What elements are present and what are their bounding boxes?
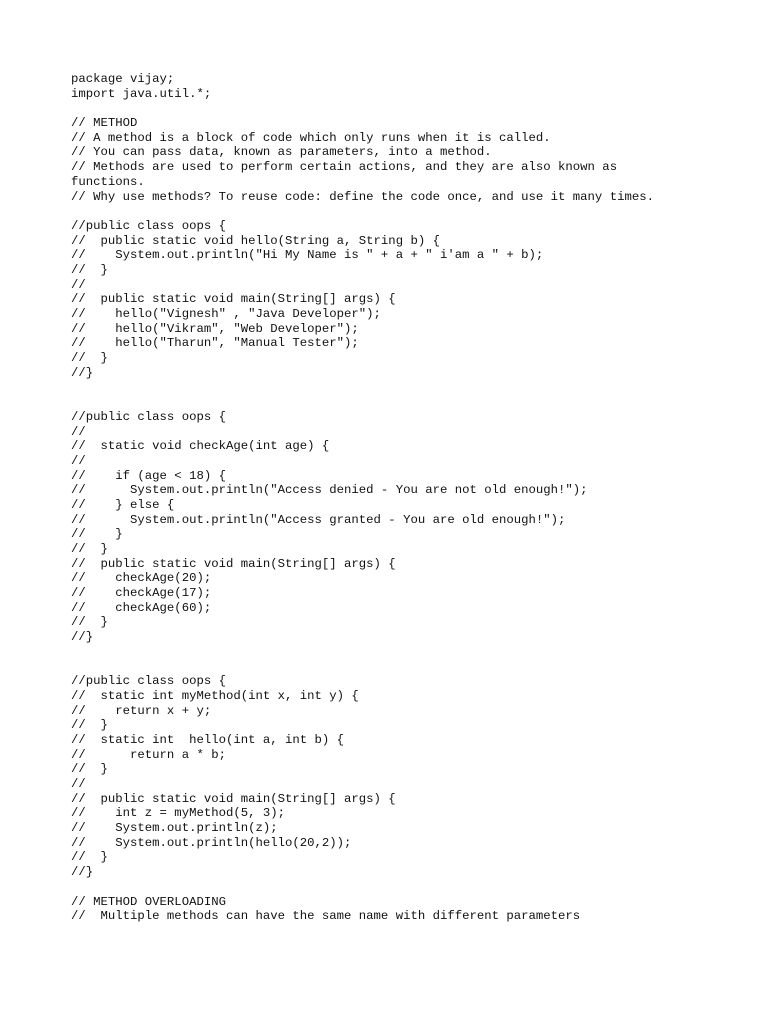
code-line: // System.out.println(z); — [71, 821, 278, 836]
code-line: // — [71, 453, 86, 468]
code-line: // return x + y; — [71, 703, 212, 718]
code-line: // public static void main(String[] args) { — [71, 292, 396, 307]
code-line: package vijay; — [71, 72, 175, 86]
code-line: // hello("Tharun", "Manual Tester"); — [71, 336, 359, 351]
code-line: // METHOD OVERLOADING — [71, 894, 226, 909]
code-line: // } — [71, 615, 108, 630]
code-line — [71, 101, 711, 116]
code-line: // static int myMethod(int x, int y) { — [71, 688, 359, 703]
code-line: // } — [71, 762, 108, 777]
code-line — [71, 204, 711, 219]
code-line — [71, 380, 711, 395]
code-line — [71, 395, 711, 410]
code-line — [71, 660, 711, 675]
code-line: // } — [71, 718, 108, 733]
code-line: // You can pass data, known as parameters, into a method. — [71, 145, 492, 160]
code-line: //} — [71, 865, 94, 880]
code-line: // return a * b; — [71, 747, 226, 762]
code-line: //public class oops { — [71, 218, 226, 233]
code-line: // System.out.println("Access denied - You are not old enough!"); — [71, 483, 588, 498]
code-line: // Methods are used to perform certain actions, and they are also known as — [71, 160, 618, 175]
code-line — [71, 880, 711, 895]
code-line: // if (age < 18) { — [71, 468, 226, 483]
code-line: // public static void main(String[] args) { — [71, 556, 396, 571]
code-line: // static int hello(int a, int b) { — [71, 732, 345, 747]
code-text-block — [71, 72, 711, 924]
code-line: // — [71, 277, 86, 292]
code-line: // } — [71, 527, 123, 542]
code-line: // A method is a block of code which only runs when it is called. — [71, 130, 551, 145]
code-line: // } else { — [71, 497, 175, 512]
code-line: // System.out.println("Hi My Name is " + a + " i'am a " + b); — [71, 248, 544, 263]
code-line: // } — [71, 262, 108, 277]
code-line: //} — [71, 365, 94, 380]
code-line: // public static void main(String[] args) { — [71, 791, 396, 806]
code-line: //public class oops { — [71, 409, 226, 424]
code-line: // } — [71, 542, 108, 556]
code-line: // System.out.println(hello(20,2)); — [71, 835, 352, 850]
code-line: // System.out.println("Access granted - You are old enough!"); — [71, 512, 566, 527]
code-line: // Multiple methods can have the same name with different parameters — [71, 909, 581, 924]
code-line: // public static void hello(String a, String b) { — [71, 233, 440, 248]
code-line: // hello("Vignesh" , "Java Developer"); — [71, 307, 381, 321]
code-line: // checkAge(60); — [71, 600, 212, 615]
code-line: import java.util.*; — [71, 86, 212, 101]
code-line: // — [71, 424, 86, 439]
code-line: // int z = myMethod(5, 3); — [71, 806, 286, 821]
code-line: // static void checkAge(int age) { — [71, 439, 330, 454]
code-line — [71, 645, 711, 660]
code-line: functions. — [71, 174, 145, 189]
code-line: // METHOD — [71, 116, 138, 131]
code-line: // Why use methods? To reuse code: define the code once, and use it many times. — [71, 189, 654, 204]
code-line: //} — [71, 630, 94, 645]
code-line: // checkAge(17); — [71, 586, 212, 601]
code-line: //public class oops { — [71, 674, 226, 689]
code-line: // hello("Vikram", "Web Developer"); — [71, 321, 359, 336]
code-line: // } — [71, 850, 108, 865]
code-line: // — [71, 777, 86, 791]
code-line: // } — [71, 351, 108, 366]
code-line: // checkAge(20); — [71, 571, 212, 586]
